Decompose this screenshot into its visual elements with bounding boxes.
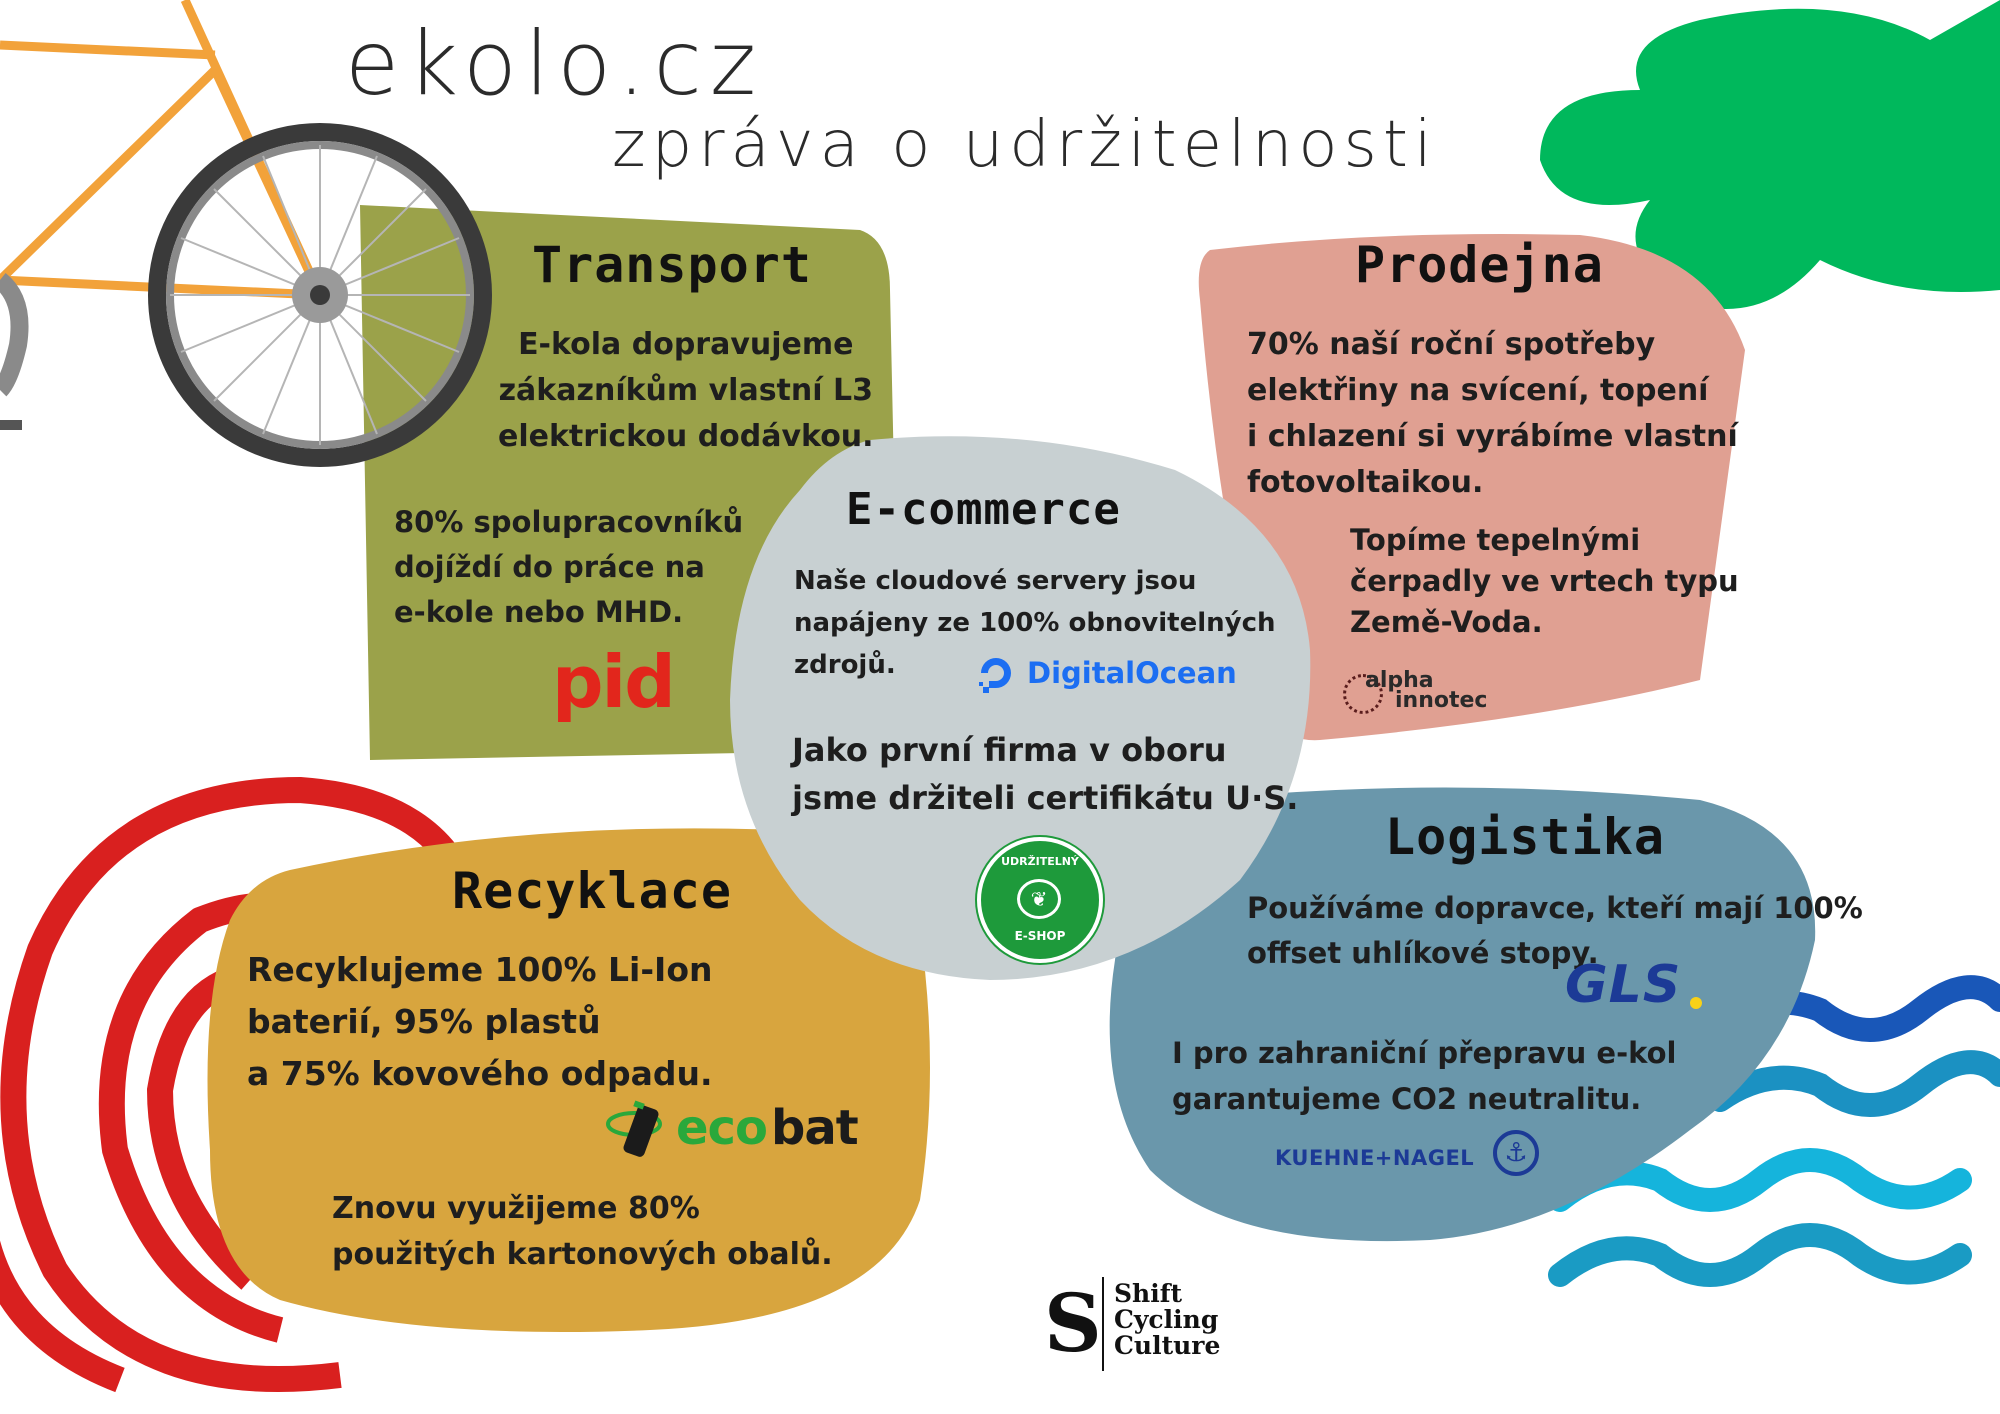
ecobat-logo: [606, 1098, 896, 1168]
kuehne-nagel-logo: [1275, 1130, 1555, 1186]
digitalocean-text: DigitalOcean: [1027, 656, 1237, 690]
prodejna-text-1: 70% naší roční spotřeby elektřiny na svícení, topení i chlazení si vyrábíme vlastní fotovoltaikou.: [1247, 327, 1738, 500]
ecobat-eco-text: eco: [676, 1100, 767, 1156]
brand-title: ekolo.cz: [345, 12, 765, 115]
digitalocean-icon: [975, 652, 1017, 694]
alpha-innotec-line1: alpha: [1365, 668, 1434, 693]
badge-bottom-text: E-SHOP: [1014, 929, 1066, 943]
bicycle-icon: [0, 0, 320, 425]
gls-text: GLS: [1565, 955, 1682, 1015]
shift-cycling-culture-logo: [1040, 1275, 1230, 1375]
transport-text-1: E-kola dopravujeme zákazníkům vlastní L3 elektrickou dodávkou.: [498, 327, 874, 454]
pid-logo: pid: [552, 640, 674, 724]
leaf-icon: ❦: [1017, 879, 1061, 919]
transport-title: Transport: [532, 236, 812, 294]
battery-icon: [606, 1098, 668, 1162]
recyklace-title: Recyklace: [452, 862, 732, 920]
digitalocean-logo: [975, 652, 1237, 696]
recyklace-text-1: Recyklujeme 100% Li-Ion baterií, 95% plastů a 75% kovového odpadu.: [247, 950, 713, 1093]
prodejna-text-2: Topíme tepelnými čerpadly ve vrtech typu Země-Voda.: [1350, 523, 1739, 639]
logo-divider: [1102, 1277, 1104, 1371]
logistika-text-2: I pro zahraniční přepravu e-kol garantujeme CO2 neutralitu.: [1172, 1036, 1677, 1116]
footer-line-2: Cycling: [1114, 1305, 1219, 1334]
alpha-innotec-line2: innotec: [1395, 688, 1488, 713]
sustainable-eshop-badge: [977, 837, 1103, 963]
logistika-text-1: Používáme dopravce, kteří mají 100% offset uhlíkové stopy.: [1247, 891, 1863, 970]
footer-line-1: Shift: [1114, 1279, 1183, 1308]
prodejna-title: Prodejna: [1355, 236, 1604, 294]
shift-s-icon: S: [1044, 1276, 1102, 1370]
gls-logo: [1565, 955, 1715, 1015]
ecommerce-text-2: Jako první firma v oboru jsme držiteli certifikátu U·S.: [792, 731, 1299, 817]
transport-text-2: 80% spolupracovníků dojíždí do práce na e-kole nebo MHD.: [394, 505, 744, 629]
gls-dot-icon: [1690, 997, 1702, 1009]
kuehne-nagel-text: KUEHNE+NAGEL: [1275, 1146, 1475, 1170]
alpha-innotec-logo: [1343, 668, 1493, 718]
ecobat-bat-text: bat: [771, 1100, 858, 1156]
ecommerce-text-1: Naše cloudové servery jsou napájeny ze 100% obnovitelných zdrojů.: [794, 566, 1276, 680]
logistika-title: Logistika: [1385, 808, 1665, 866]
ecommerce-title: E-commerce: [846, 484, 1121, 535]
bicycle-wheel-icon: [157, 132, 483, 458]
report-subtitle: zpráva o udržitelnosti: [612, 108, 1438, 182]
badge-top-text: UDRŽITELNÝ: [1001, 855, 1079, 868]
footer-line-3: Culture: [1114, 1331, 1221, 1360]
recyklace-text-2: Znovu využijeme 80% použitých kartonových obalů.: [332, 1191, 833, 1272]
anchor-icon: ⚓: [1493, 1130, 1539, 1176]
